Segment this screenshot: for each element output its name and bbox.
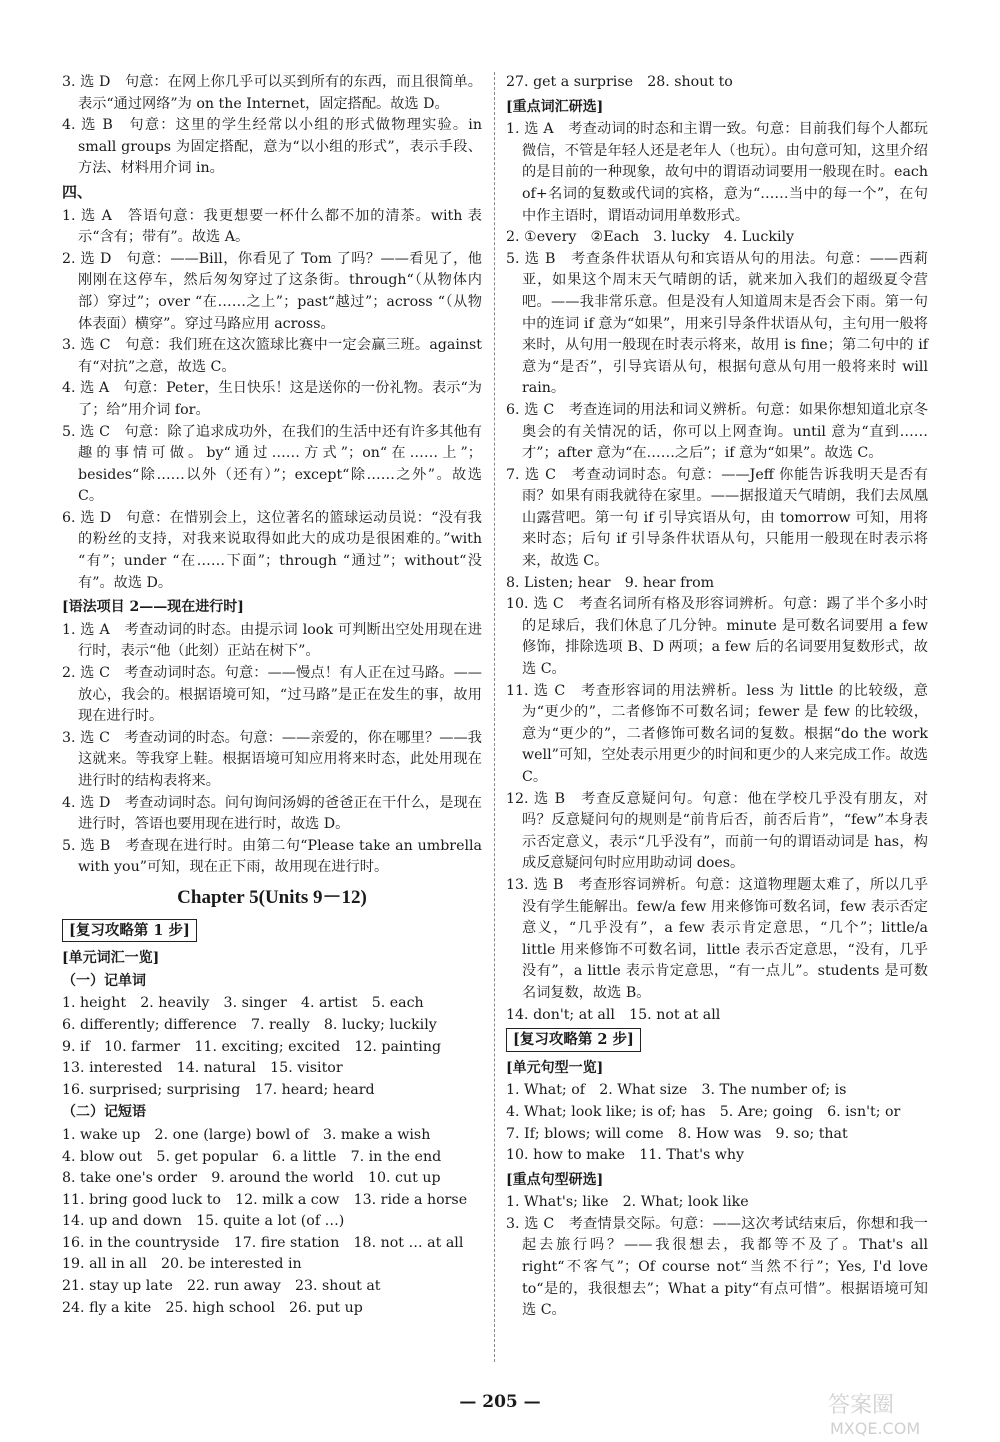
phrase-line: 21. stay up late 22. run away 23. shout at xyxy=(62,1278,381,1295)
answer-item: 7. 选 C 考查动词时态。句意：——Jeff 你能告诉我明天是否有雨？如果有雨我就待在家里。——据报道天气晴朗，我们去凤凰山露营吧。第一句 if 引导宾语从句，由 tomorrow 可知，用将来时态；后句 if 引导条件状语从句，只能用一般现在时表示将来，故选 C。 xyxy=(506,466,928,570)
answer-item: 3. 选 C 句意：我们班在这次篮球比赛中一定会赢三班。against有“对抗”之意，故选 C。 xyxy=(62,337,482,375)
word-line: 6. differently; difference 7. really 8. lucky; luckily xyxy=(62,1016,437,1033)
answer-item: 3. 选 C 考查动词的时态。句意：——亲爱的，你在哪里？——我这就来。等我穿上鞋。根据语境可知应用将来时态，此处用现在进行时的结构表将来。 xyxy=(62,729,482,789)
answer-item: 6. 选 C 考查连词的用法和词义辨析。句意：如果你想知道北京冬奥会的有关情况的话，你可以上网查询。until 意为“直到……才”；after 意为“在……之后”；if 意为“如果”。故选 C。 xyxy=(506,401,928,462)
answer-item: 6. 选 D 句意：在惜别会上，这位著名的篮球运动员说：“没有我的粉丝的支持，对我来说取得如此大的成功是很困难的。”with “有”；under “在……下面”；through “通过”；without“没有”。故选 D。 xyxy=(62,509,482,591)
phrases-heading: （二）记短语 xyxy=(62,1104,146,1121)
vocab-section-tag: [单元词汇一览] xyxy=(62,950,160,967)
answer-item: 4. 选 A 句意：Peter，生日快乐！这是送你的一份礼物。表示“为了；给”用介词 for。 xyxy=(62,380,482,418)
grammar-section-tag: [语法项目 2——现在进行时] xyxy=(62,599,244,616)
answer-item: 1. 选 A 考查动词的时态。由提示词 look 可判断出空处用现在进行时，表示“他（此刻）正站在树下”。 xyxy=(62,621,482,660)
answer-item: 4. 选 B 句意：这里的学生经常以小组的形式做物理实验。in small groups 为固定搭配，意为“以小组的形式”，表示手段、方法、材料用介词 in。 xyxy=(62,117,482,177)
answer-item: 2. 选 D 句意：——Bill，你看见了 Tom 了吗？——看见了，他刚刚在这停车，然后匆匆穿过了这条街。through“（从物体内部）穿过”；over “在……之上”；past“越过”；across “（从物体表面）横穿”。穿过马路应用 across。 xyxy=(62,250,482,332)
key-sentence-tag: [重点句型研选] xyxy=(506,1171,604,1188)
left-column xyxy=(62,72,482,1319)
phrase-line: 14. up and down 15. quite a lot (of …) xyxy=(62,1213,345,1230)
phrase-line: 8. take one's order 9. around the world 10. cut up xyxy=(62,1170,441,1187)
key-vocab-tag: [重点词汇研选] xyxy=(506,98,604,115)
word-line: 16. surprised; surprising 17. heard; heard xyxy=(62,1081,375,1098)
phrase-line: 24. fly a kite 25. high school 26. put up xyxy=(62,1299,363,1316)
phrase-line: 16. in the countryside 17. fire station 18. not … at all xyxy=(62,1234,464,1251)
answer-item: 3. 选 C 考查情景交际。句意：——这次考试结束后，你想和我一起去旅行吗？——我很想去，我都等不及了。That's all right“不客气”；Of course not“当然不行”；Yes, I'd love to“是的，我很想去”；What a pity“有点可惜”。根据语境可知选 C。 xyxy=(506,1215,928,1319)
answer-item: 10. 选 C 考查名词所有格及形容词辨析。句意：踢了半个多小时的足球后，我们休息了几分钟。minute 是可数名词要用 a few 修饰，排除选项 B、D 两项；a few 后的名词要用复数形式，故选 C。 xyxy=(506,596,928,678)
sentence-line: 4. What; look like; is of; has 5. Are; going 6. isn't; or xyxy=(506,1103,901,1120)
phrase-line: 1. wake up 2. one (large) bowl of 3. make a wish xyxy=(62,1126,431,1143)
phrase-line: 11. bring good luck to 12. milk a cow 13. ride a horse xyxy=(62,1191,468,1208)
answer-item: 8. Listen; hear 9. hear from xyxy=(506,574,715,591)
phrase-line: 19. all in all 20. be interested in xyxy=(62,1256,302,1273)
sentence-line: 10. how to make 11. That's why xyxy=(506,1147,745,1164)
answer-item: 2. 选 C 考查动词时态。句意：——慢点！有人正在过马路。——放心，我会的。根据语境可知，“过马路”是正在发生的事，故用现在进行时。 xyxy=(62,665,482,725)
sentence-line: 1. What; of 2. What size 3. The number of; is xyxy=(506,1082,847,1099)
sentence-line: 1. What's; like 2. What; look like xyxy=(506,1194,749,1211)
word-line: 13. interested 14. natural 15. visitor xyxy=(62,1060,343,1077)
phrase-line: 4. blow out 5. get popular 6. a little 7. in the end xyxy=(62,1148,442,1165)
answer-item: 5. 选 B 考查现在进行时。由第二句“Please take an umbrella with you”可知，现在正下雨，故用现在进行时。 xyxy=(62,837,482,876)
step-two-box: [复习攻略第 2 步] xyxy=(506,1028,641,1052)
answer-item: 3. 选 D 句意：在网上你几乎可以买到所有的东西，而且很简单。表示“通过网络”为 on the Internet，固定搭配。故选 D。 xyxy=(62,74,482,112)
answer-item: 11. 选 C 考查形容词的用法辨析。less 为 little 的比较级，意为“更少的”，二者修饰不可数名词；fewer 是 few 的比较级，意为“更少的”，二者修饰可数名词的复数。根据“do the work well”可知，空处表示用更少的时间和更少的人来完成工作。故选 C。 xyxy=(506,682,928,785)
words-heading: （一）记单词 xyxy=(62,972,146,989)
answer-item: 14. don't; at all 15. not at all xyxy=(506,1006,721,1023)
right-column xyxy=(506,72,928,1322)
column-divider xyxy=(494,72,495,1362)
answer-item: 2. ①every ②Each 3. lucky 4. Luckily xyxy=(506,229,795,246)
watermark-cn: 答案圈 xyxy=(828,1393,895,1418)
answer-item: 12. 选 B 考查反意疑问句。句意：他在学校几乎没有朋友，对吗？反意疑问句的规则是“前肯后否，前否后肯”，“few”本身表示否定意义，表示“几乎没有”，而前一句的谓语动词是 has，构成反意疑问句时应用助动词 does。 xyxy=(506,790,928,872)
sentence-line: 7. If; blows; will come 8. How was 9. so; that xyxy=(506,1125,848,1142)
watermark-icon xyxy=(824,1386,974,1438)
answer-item: 5. 选 C 句意：除了追求成功外，在我们的生活中还有许多其他有趣的事情可做。by“通过……方式”；on“在……上”；besides“除……以外（还有）”；except“除……之外”。故选 C。 xyxy=(62,423,482,505)
answer-item: 1. 选 A 答语句意：我更想要一杯什么都不加的清茶。with 表示“含有；带有”。故选 A。 xyxy=(62,207,482,246)
watermark-logo xyxy=(824,1386,974,1438)
answer-item: 5. 选 B 考查条件状语从句和宾语从句的用法。句意：——西莉亚，如果这个周末天气晴朗的话，就来加入我们的超级夏令营吧。——我非常乐意。但是没有人知道周末是否会下雨。第一句中的连词 if 意为“如果”，用来引导条件状语从句，主句用一般将来时，从句用一般现在时表示将来，故用 is fine；第二句中的 if 意为“是否”，引导宾语从句，根据句意从句用一般将来时 will rain。 xyxy=(506,250,928,397)
page-number: — 205 — xyxy=(459,1392,541,1412)
word-line: 1. height 2. heavily 3. singer 4. artist 5. each xyxy=(62,995,424,1012)
sentence-section-tag: [单元句型一览] xyxy=(506,1059,604,1076)
step-one-box: [复习攻略第 1 步] xyxy=(62,919,197,943)
word-line: 9. if 10. farmer 11. exciting; excited 12. painting xyxy=(62,1038,442,1055)
answer-item: 13. 选 B 考查形容词辨析。句意：这道物理题太难了，所以几乎没有学生能解出。few/a few 用来修饰可数名词，few 表示否定意义，“几乎没有”，a few 表示肯定意思，“几个”；little/a little 用来修饰不可数名词，little 表示否定意思，“没有，几乎没有”，a little 表示肯定意思，“有一点儿”。students 是可数名词复数，故选 B。 xyxy=(506,876,928,1001)
chapter-title: Chapter 5(Units 9－12) xyxy=(177,886,367,908)
watermark-url: MXQE.COM xyxy=(830,1419,921,1438)
answer-item: 4. 选 D 考查动词时态。问句询问汤姆的爸爸正在干什么，是现在进行时，答语也要用现在进行时，故选 D。 xyxy=(62,794,482,833)
answer-item: 1. 选 A 考查动词的时态和主谓一致。句意：目前我们每个人都玩微信，不管是年轻人还是老年人（也玩）。由句意可知，这里介绍的是目前的一种现象，故句中的谓语动词要用一般现在时。each of+名词的复数或代词的宾格，意为“……当中的每一个”，在句中作主语时，谓语动词用单数形式。 xyxy=(506,121,928,224)
section-four-heading: 四、 xyxy=(62,182,93,201)
phrase-line: 27. get a surprise 28. shout to xyxy=(506,74,733,90)
